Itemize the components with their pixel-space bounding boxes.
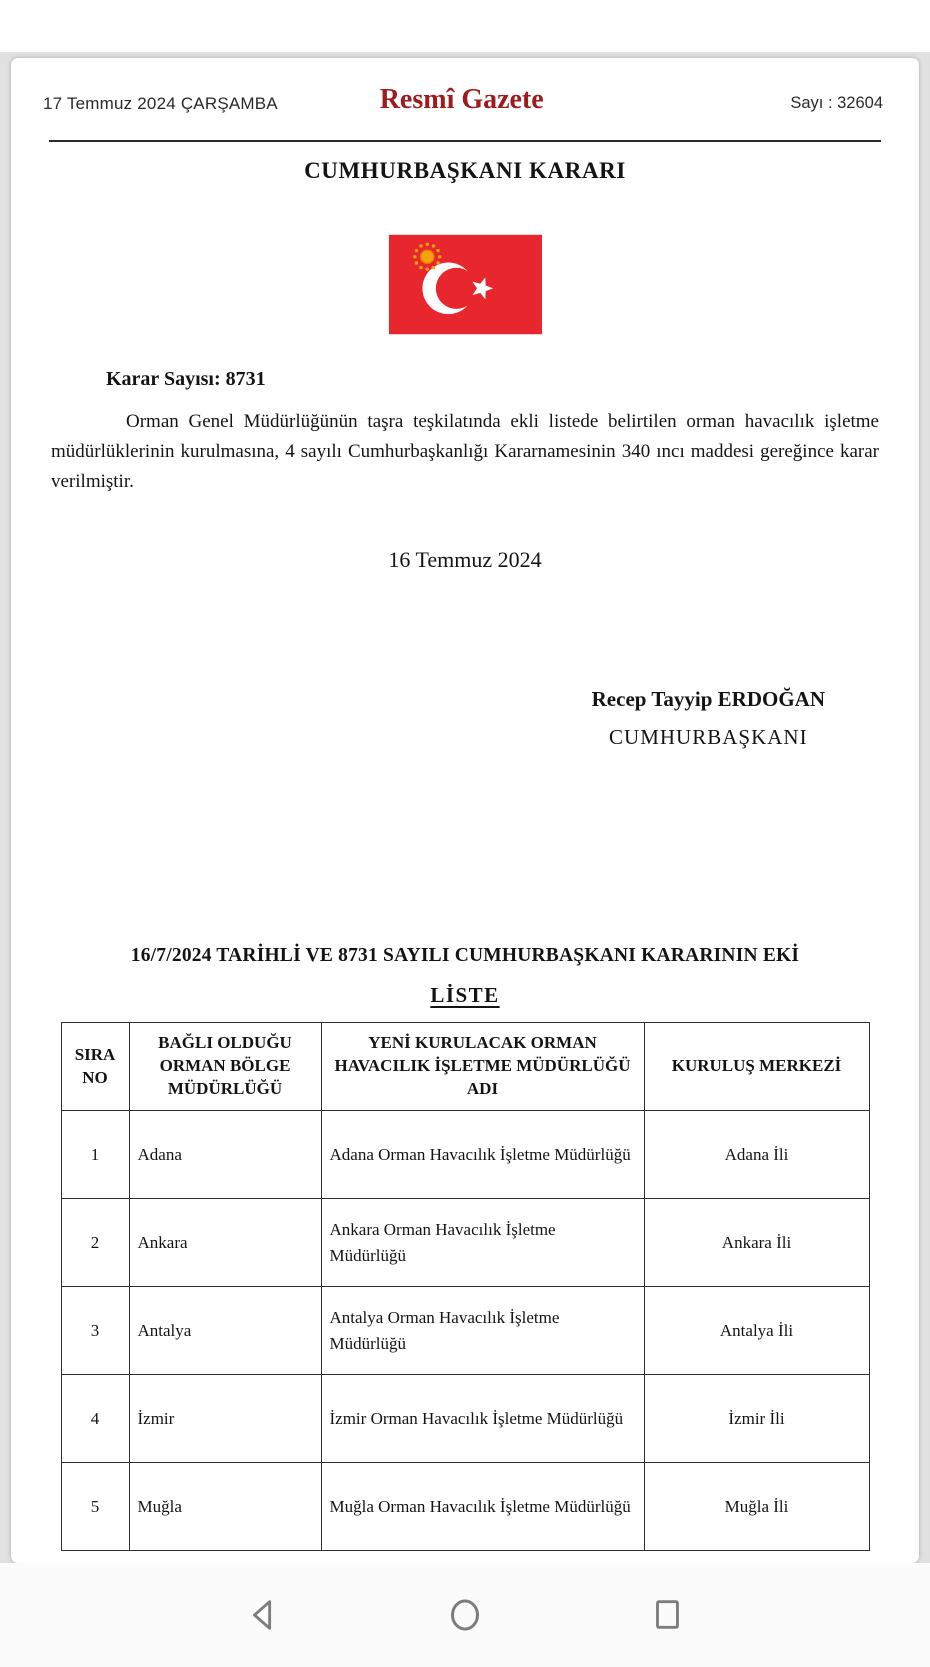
signature-title: CUMHURBAŞKANI: [609, 725, 808, 749]
cell-mudurluk: Antalya Orman Havacılık İşletme Müdürlüğü: [321, 1287, 644, 1375]
cell-merkez: Antalya İli: [644, 1287, 869, 1375]
android-navigation-bar: [0, 1563, 930, 1667]
header-yeni-kurulacak: YENİ KURULACAK ORMAN HAVACILIK İŞLETME MÜDÜRLÜĞÜ ADI: [321, 1023, 644, 1111]
header-bagli-oldugu: BAĞLI OLDUĞU ORMAN BÖLGE MÜDÜRLÜĞÜ: [129, 1023, 321, 1111]
cell-mudurluk: Adana Orman Havacılık İşletme Müdürlüğü: [321, 1111, 644, 1199]
recents-icon: [648, 1595, 686, 1635]
table-row: [61, 1375, 869, 1463]
cell-merkez: Muğla İli: [644, 1463, 869, 1551]
header-kurulus-merkezi: KURULUŞ MERKEZİ: [644, 1023, 869, 1111]
annex-title: 16/7/2024 TARİHLİ VE 8731 SAYILI CUMHURBAŞKANI KARARININ EKİ: [130, 945, 800, 966]
decision-body-text: Orman Genel Müdürlüğünün taşra teşkilatında ekli listede belirtilen orman havacılık işletme müdürlüklerinin kurulmasına, 4 sayılı Cumhurbaşkanlığı Kararnamesinin 340 ıncı maddesi gereğince karar verilmiştir.: [51, 411, 879, 492]
turkish-flag-presidential-seal-icon: [389, 234, 542, 340]
cell-sira: 2: [61, 1199, 129, 1287]
cell-sira: 4: [61, 1375, 129, 1463]
masthead: [41, 84, 889, 130]
masthead-title: Resmî Gazete: [379, 84, 544, 115]
home-button[interactable]: [443, 1593, 487, 1637]
annex-list-label: LİSTE: [430, 983, 500, 1007]
masthead-issue-number: Sayı : 32604: [790, 94, 883, 112]
masthead-date: 17 Temmuz 2024 ÇARŞAMBA: [43, 94, 278, 113]
table-row: [61, 1463, 869, 1551]
annex-table: [61, 1022, 870, 1551]
cell-region: İzmir: [129, 1375, 321, 1463]
cell-sira: 3: [61, 1287, 129, 1375]
document-heading: CUMHURBAŞKANI KARARI: [304, 158, 626, 183]
cell-sira: 1: [61, 1111, 129, 1199]
decision-number: Karar Sayısı: 8731: [106, 368, 266, 390]
cell-region: Ankara: [129, 1199, 321, 1287]
table-header-row: [61, 1023, 869, 1111]
gazette-page: [11, 58, 919, 1563]
cell-sira: 5: [61, 1463, 129, 1551]
recents-button[interactable]: [645, 1593, 689, 1637]
cell-merkez: Adana İli: [644, 1111, 869, 1199]
cell-merkez: Ankara İli: [644, 1199, 869, 1287]
cell-region: Antalya: [129, 1287, 321, 1375]
table-row: [61, 1287, 869, 1375]
masthead-divider: [49, 140, 881, 142]
header-sira-no: SIRA NO: [61, 1023, 129, 1111]
back-button[interactable]: [241, 1593, 285, 1637]
cell-mudurluk: Muğla Orman Havacılık İşletme Müdürlüğü: [321, 1463, 644, 1551]
home-icon: [445, 1594, 485, 1636]
table-row: [61, 1199, 869, 1287]
signature-block: [592, 687, 825, 750]
cell-merkez: İzmir İli: [644, 1375, 869, 1463]
cell-region: Muğla: [129, 1463, 321, 1551]
cell-mudurluk: Ankara Orman Havacılık İşletme Müdürlüğü: [321, 1199, 644, 1287]
cell-region: Adana: [129, 1111, 321, 1199]
back-icon: [244, 1595, 282, 1635]
decision-date: 16 Temmuz 2024: [388, 547, 542, 572]
table-row: [61, 1111, 869, 1199]
signature-name: Recep Tayyip ERDOĞAN: [591, 687, 825, 711]
cell-mudurluk: İzmir Orman Havacılık İşletme Müdürlüğü: [321, 1375, 644, 1463]
